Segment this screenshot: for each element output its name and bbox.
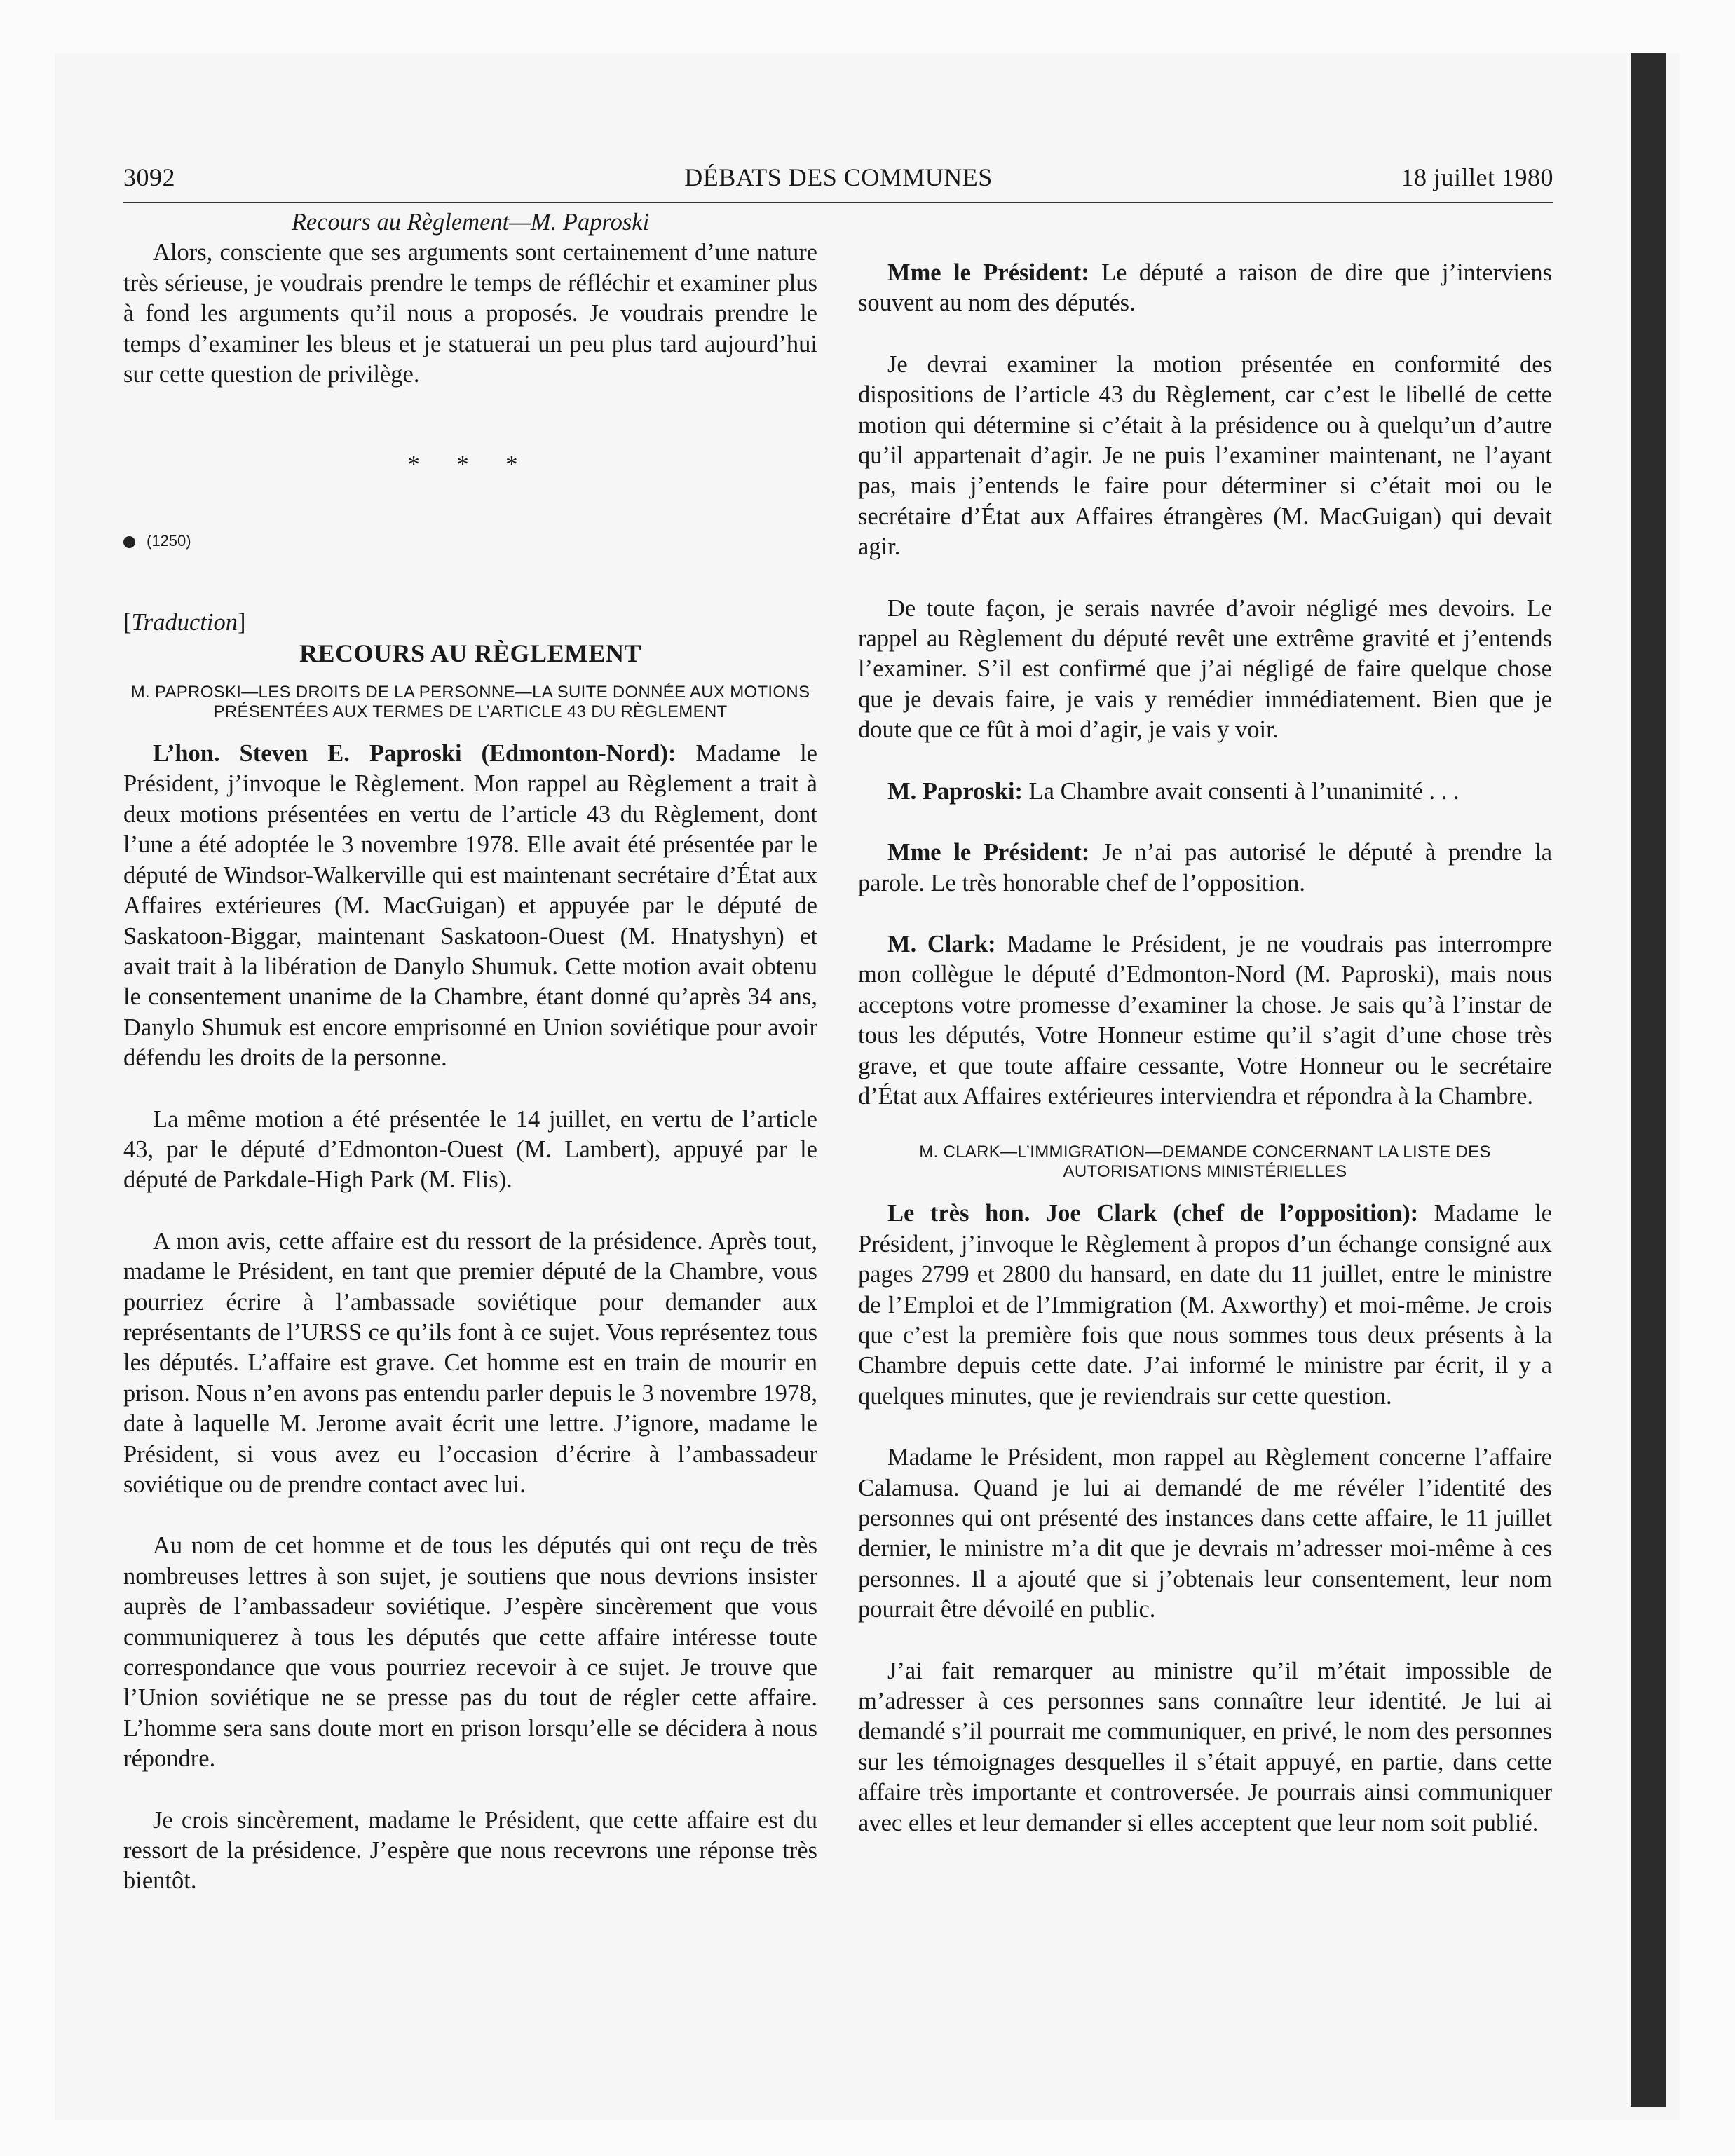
paragraph: Au nom de cet homme et de tous les députés qui ont reçu de très nombreuses lettres à son sujet, je soutiens que nous devrions insister auprès de l’ambassadeur soviétique. J’espère sincèrement que vous communiquerez à tous les députés que cette affaire intéresse toute correspondance que vous pourriez recevoir à ce sujet. Je trouve que l’Union soviétique ne se presse pas du tout de régler cette affaire. L’homme sera sans doute mort en prison lorsqu’elle se décidera à nous répondre. xyxy=(123,1532,817,1773)
speaker-name: Mme le Président: xyxy=(887,839,1090,866)
section-heading: RECOURS AU RÈGLEMENT xyxy=(299,639,642,667)
right-column xyxy=(858,207,1552,1838)
paragraph: De toute façon, je serais navrée d’avoir négligé mes devoirs. Le rappel au Règlement du député revêt une extrême gravité et j’entends l’examiner. S’il est confirmé que j’ai négligé de faire quelque chose que je devais faire, je vais y remédier immédiatement. Bien que je doute que ce fût à moi d’agir, je vais y voir. xyxy=(858,594,1552,744)
paragraph: Je crois sincèrement, madame le Président, que cette affaire est du ressort de la présidence. J’espère que nous recevrons une réponse très bientôt. xyxy=(123,1806,817,1895)
paragraph xyxy=(858,258,1552,319)
speaker-name: Mme le Président: xyxy=(887,259,1089,286)
paragraph xyxy=(123,739,817,1073)
speech-text: Madame le Président, je ne voudrais pas interrompre mon collègue le député d’Edmonton-Nord (M. Paproski), mais nous acceptons votre promesse d’examiner la chose. Je sais qu’à l’instar de tous les députés, Votre Honneur estime qu’il s’agit d’une chose très grave, et que toute affaire cessante, Votre Honneur ou le secrétaire d’État aux Affaires extérieures interviendra et répondra à la Chambre. xyxy=(858,930,1552,1110)
paragraph xyxy=(858,838,1552,899)
paragraph xyxy=(858,1199,1552,1412)
paragraph: A mon avis, cette affaire est du ressort de la présidence. Après tout, madame le Président, en tant que premier député de la Chambre, vous pourriez écrire à l’ambassade soviétique pour demander aux représentants de l’URSS ce qu’ils font à ce sujet. Vous représentez tous les députés. L’affaire est grave. Cet homme est en train de mourir en prison. Nous n’en avons pas entendu parler depuis le 3 novembre 1978, date à laquelle M. Jerome avait écrit une lettre. J’ignore, madame le Président, si vous avez eu l’occasion d’écrire à l’ambassadeur soviétique ou de prendre contact avec lui. xyxy=(123,1227,817,1498)
page-header xyxy=(123,163,1553,202)
paragraph: Madame le Président, mon rappel au Règlement concerne l’affaire Calamusa. Quand je lui ai demandé de me révéler l’identité des personnes qui ont présenté des instances dans cette affaire, le 11 juillet dernier, le ministre m’a dit que je devrais m’adresser moi-même à ces personnes. Il a ajouté que si j’obtenais leur consentement, leur nom pourrait être dévoilé en public. xyxy=(858,1444,1552,1623)
speech-text: La Chambre avait consenti à l’unanimité . . . xyxy=(1022,777,1460,805)
speech-text: Madame le Président, j’invoque le Règlement à propos d’un échange consigné aux pages 2799 et 2800 du hansard, en date du 11 juillet, entre le ministre de l’Emploi et de l’Immigration (M. Axworthy) et moi-même. Je crois que c’est la première fois que nous sommes tous deux présents à la Chambre depuis cette date. J’ai informé le ministre par écrit, il y a quelques minutes, que je reviendrais sur cette question. xyxy=(858,1200,1552,1410)
header-rule xyxy=(123,202,1553,203)
speech-text: Je n’ai pas autorisé le député à prendre la parole. Le très honorable chef de l’opposition. xyxy=(858,839,1553,896)
scan-edge-bar xyxy=(1631,53,1666,2107)
left-column xyxy=(123,207,817,1897)
running-head: Recours au Règlement—M. Paproski xyxy=(291,209,650,236)
translation-note: [Traduction] xyxy=(123,609,246,636)
time-marker xyxy=(123,526,817,556)
translation-label: Traduction xyxy=(131,609,238,636)
issue-date: 18 juillet 1980 xyxy=(1401,163,1553,191)
bullet-icon xyxy=(123,536,135,548)
speaker-name: M. Clark: xyxy=(887,930,996,957)
paragraph: Alors, consciente que ses arguments sont certainement d’une nature très sérieuse, je voudrais prendre le temps de réfléchir et examiner plus à fond les arguments qu’il nous a proposés. Je voudrais prendre le temps d’examiner les bleus et je statuerai un peu plus tard aujourd’hui sur cette question de privilège. xyxy=(123,239,817,388)
paragraph: J’ai fait remarquer au ministre qu’il m’était impossible de m’adresser à ces personnes sans connaître leur identité. Je lui ai demandé s’il pourrait me communiquer, en privé, le nom des personnes sur les témoignages desquelles il s’était appuyé, en partie, dans cette affaire très importante et controversée. Je pourrais ainsi communiquer avec elles et leur demander si elles acceptent que leur nom soit publié. xyxy=(858,1657,1552,1836)
section-separator: * * * xyxy=(407,451,533,479)
paragraph: Je devrai examiner la motion présentée en conformité des dispositions de l’article 43 du Règlement, car c’est le libellé de cette motion qui détermine si c’était à la présidence ou à quelqu’un d’autre qu’il appartenait d’agir. Je ne puis l’examiner maintenant, ne l’ayant pas, mais j’entends le faire pour déterminer si c’était moi ou le secrétaire d’État aux Affaires étrangères (M. MacGuigan) qui devait agir. xyxy=(858,350,1552,561)
page-number: 3092 xyxy=(123,163,175,191)
paragraph: La même motion a été présentée le 14 juillet, en vertu de l’article 43, par le député d’Edmonton-Ouest (M. Lambert), appuyé par le député de Parkdale-High Park (M. Flis). xyxy=(123,1105,817,1194)
speech-text: Madame le Président, j’invoque le Règlement. Mon rappel au Règlement a trait à deux motions présentées en vertu de l’article 43 du Règlement, dont l’une a été adoptée le 3 novembre 1978. Elle avait été présentée par le député de Windsor-Walkerville qui est maintenant secrétaire d’État aux Affaires extérieures (M. MacGuigan) et appuyée par le député de Saskatoon-Biggar, maintenant Saskatoon-Ouest (M. Hnatyshyn) et avait trait à la libération de Danylo Shumuk. Cette motion avait obtenu le consentement unanime de la Chambre, étant donné qu’après 34 ans, Danylo Shumuk est encore emprisonné en Union soviétique pour avoir défendu les droits de la personne. xyxy=(123,740,817,1072)
paragraph xyxy=(858,929,1552,1112)
publication-title: DÉBATS DES COMMUNES xyxy=(684,163,993,191)
speaker-name: M. Paproski: xyxy=(887,777,1023,805)
time-label: (1250) xyxy=(147,531,191,550)
paragraph xyxy=(858,777,1552,807)
speaker-name: Le très hon. Joe Clark (chef de l’opposition): xyxy=(887,1200,1419,1227)
speech-text: Le député a raison de dire que j’interviens souvent au nom des députés. xyxy=(858,259,1553,317)
subsection-heading: M. PAPROSKI—LES DROITS DE LA PERSONNE—LA SUITE DONNÉE AUX MOTIONS PRÉSENTÉES AUX TERMES DE L’ARTICLE 43 DU RÈGLEMENT xyxy=(130,683,810,722)
speaker-name: L’hon. Steven E. Paproski (Edmonton-Nord): xyxy=(153,740,676,767)
subsection-heading: M. CLARK—L’IMMIGRATION—DEMANDE CONCERNANT LA LISTE DES AUTORISATIONS MINISTÉRIELLES xyxy=(919,1142,1491,1182)
